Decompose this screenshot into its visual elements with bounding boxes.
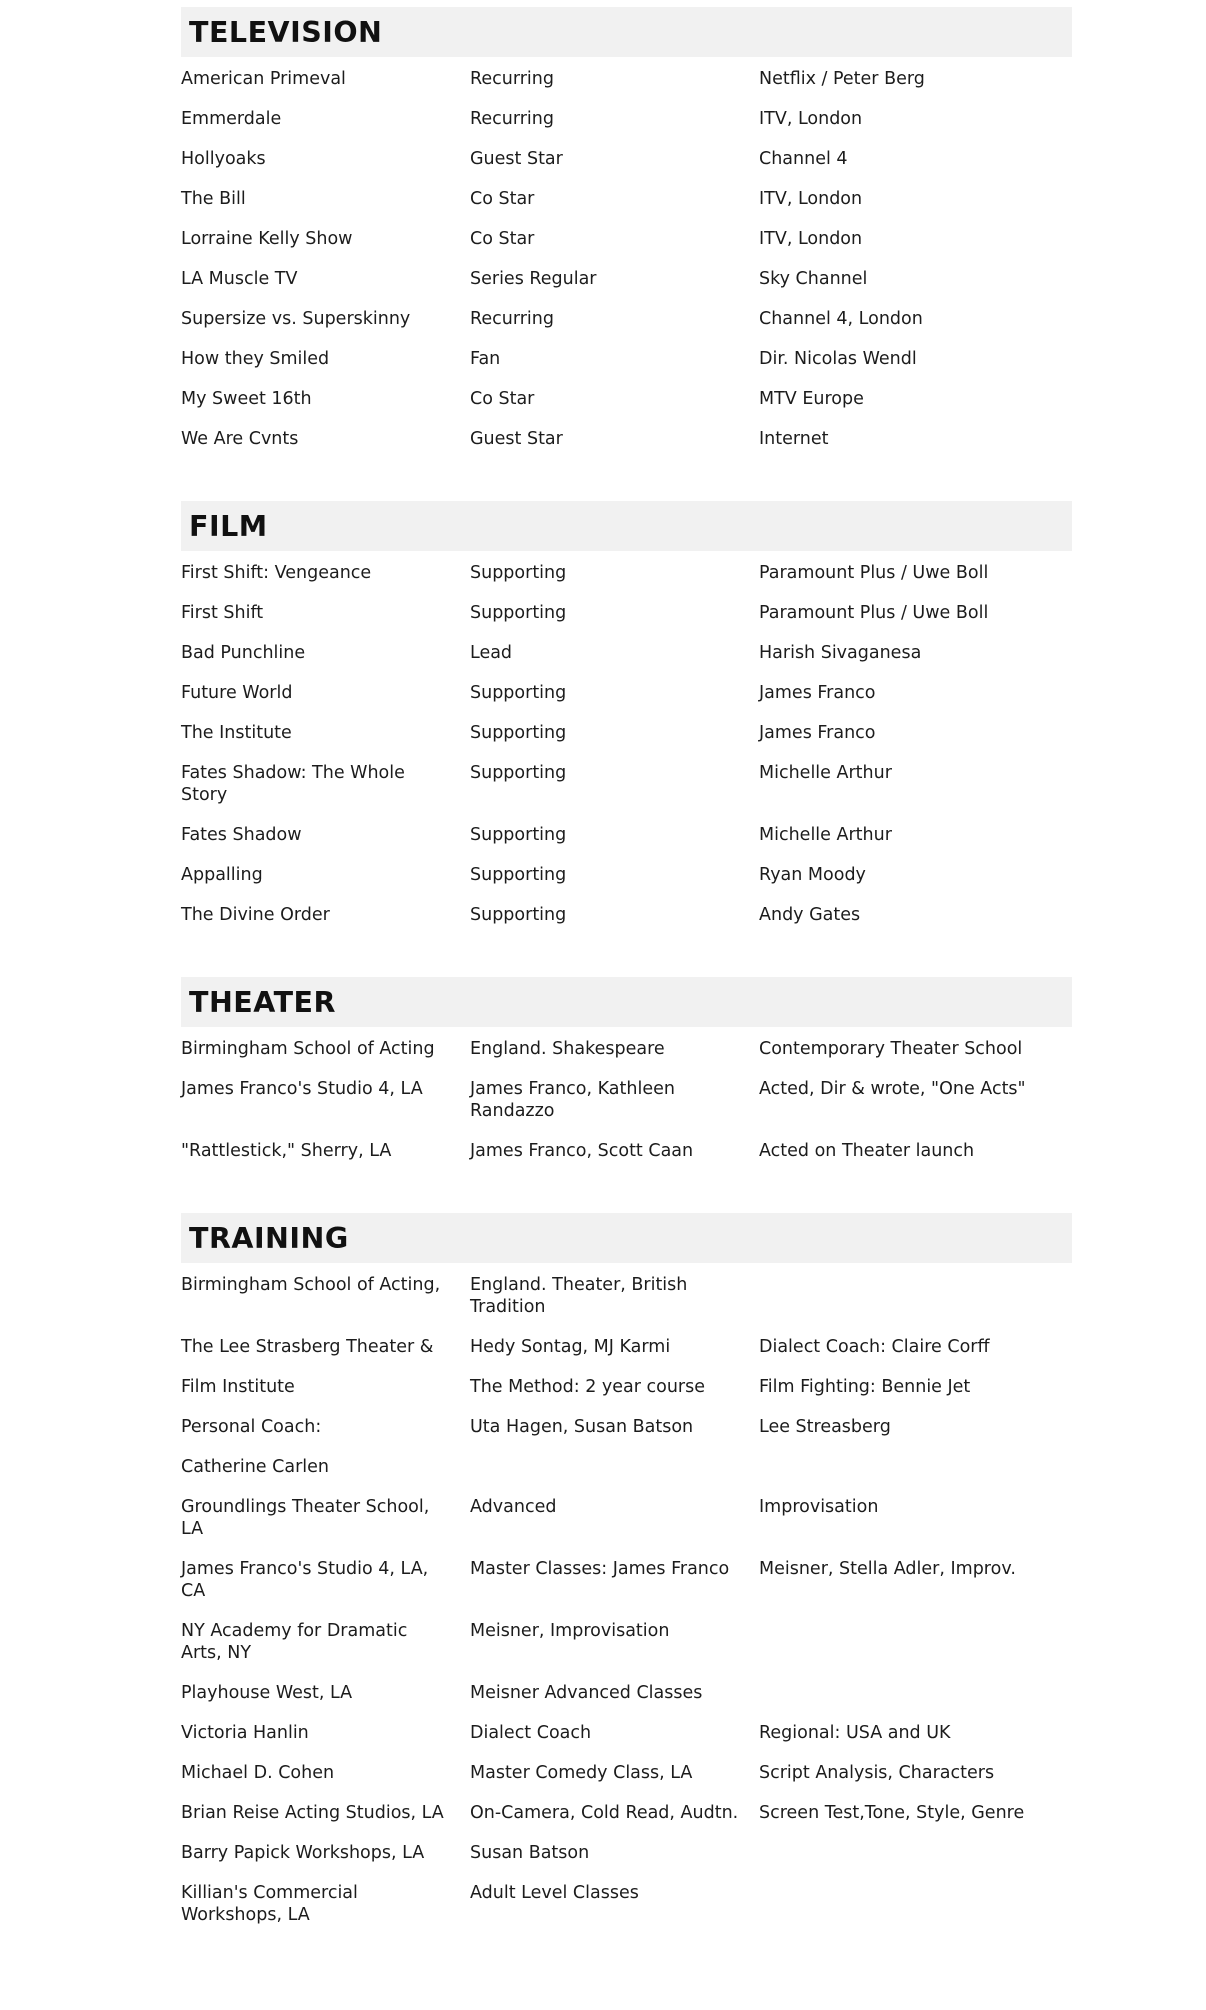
credit-role: On-Camera, Cold Read, Audtn. [470, 1803, 739, 1823]
credit-title: Playhouse West, LA [181, 1683, 353, 1703]
credit-company: ITV, London [759, 109, 863, 129]
credit-company: Harish Sivaganesa [759, 643, 922, 663]
credit-role: Dialect Coach [470, 1723, 592, 1743]
credit-title: The Institute [181, 723, 292, 743]
credit-company [759, 1620, 1072, 1664]
credit-row [181, 299, 1072, 339]
credit-title: Killian's Commercial Workshops, LA [181, 1883, 358, 1925]
credit-role: Adult Level Classes [470, 1883, 639, 1903]
credit-role: Supporting [470, 723, 567, 743]
credit-role: Co Star [470, 389, 535, 409]
section-television [181, 7, 1072, 459]
credit-title: Personal Coach: [181, 1417, 322, 1437]
credit-role: Recurring [470, 69, 554, 89]
credit-row [181, 593, 1072, 633]
credit-role: Meisner, Improvisation [470, 1621, 670, 1641]
credit-role: James Franco, Kathleen Randazzo [470, 1079, 675, 1121]
credit-row [181, 1327, 1072, 1367]
credit-company: Screen Test,Tone, Style, Genre [759, 1803, 1025, 1823]
credit-role: Meisner Advanced Classes [470, 1683, 703, 1703]
credit-company [759, 1274, 1072, 1318]
credit-role: Supporting [470, 603, 567, 623]
credit-row [181, 179, 1072, 219]
credit-company: Paramount Plus / Uwe Boll [759, 563, 989, 583]
credit-company: Acted on Theater launch [759, 1141, 975, 1161]
credit-title: Birmingham School of Acting [181, 1039, 435, 1059]
credit-row [181, 753, 1072, 815]
credit-company: James Franco [759, 683, 876, 703]
credit-row [181, 59, 1072, 99]
credit-title: Fates Shadow [181, 825, 302, 845]
credit-role: England. Shakespeare [470, 1039, 665, 1059]
credit-role: Susan Batson [470, 1843, 590, 1863]
credit-company: Internet [759, 429, 829, 449]
credit-title: Birmingham School of Acting, [181, 1275, 441, 1295]
credit-title: My Sweet 16th [181, 389, 312, 409]
credit-title: First Shift: Vengeance [181, 563, 372, 583]
credit-company: Lee Streasberg [759, 1417, 891, 1437]
credit-row [181, 633, 1072, 673]
credit-row [181, 1873, 1072, 1935]
credit-role: Co Star [470, 229, 535, 249]
credit-row [181, 1793, 1072, 1833]
credit-row [181, 419, 1072, 459]
credit-title: James Franco's Studio 4, LA [181, 1079, 423, 1099]
credit-title: Brian Reise Acting Studios, LA [181, 1803, 444, 1823]
credit-company: Dialect Coach: Claire Corff [759, 1337, 990, 1357]
credit-title: Fates Shadow: The Whole Story [181, 763, 405, 805]
credit-title: The Bill [181, 189, 246, 209]
credit-row [181, 815, 1072, 855]
credit-row [181, 1069, 1072, 1131]
credit-row [181, 219, 1072, 259]
credit-row [181, 1367, 1072, 1407]
credit-company: Film Fighting: Bennie Jet [759, 1377, 971, 1397]
credit-title: Barry Papick Workshops, LA [181, 1843, 425, 1863]
credit-role: Supporting [470, 683, 567, 703]
section-header-theater: THEATER [181, 977, 1072, 1027]
credit-company: Andy Gates [759, 905, 861, 925]
credit-row [181, 553, 1072, 593]
credit-title: Catherine Carlen [181, 1457, 329, 1477]
credit-role: Master Classes: James Franco [470, 1559, 730, 1579]
credit-role: Supporting [470, 905, 567, 925]
credit-title: Bad Punchline [181, 643, 306, 663]
credit-row [181, 1713, 1072, 1753]
credit-company: Acted, Dir & wrote, "One Acts" [759, 1079, 1026, 1099]
credit-row [181, 1131, 1072, 1171]
credit-title: Lorraine Kelly Show [181, 229, 353, 249]
credit-row [181, 99, 1072, 139]
credit-row [181, 139, 1072, 179]
credit-title: Emmerdale [181, 109, 282, 129]
section-header-film: FILM [181, 501, 1072, 551]
credit-company [759, 1842, 1072, 1864]
credit-title: American Primeval [181, 69, 346, 89]
credit-title: LA Muscle TV [181, 269, 298, 289]
credit-company: Paramount Plus / Uwe Boll [759, 603, 989, 623]
credit-company: James Franco [759, 723, 876, 743]
credit-role [470, 1456, 759, 1478]
credit-row [181, 1611, 1072, 1673]
credit-title: How they Smiled [181, 349, 330, 369]
credit-company: Channel 4, London [759, 309, 923, 329]
credit-role: Uta Hagen, Susan Batson [470, 1417, 694, 1437]
credit-title: Supersize vs. Superskinny [181, 309, 411, 329]
credit-role: Series Regular [470, 269, 597, 289]
credit-title: The Lee Strasberg Theater & [181, 1337, 434, 1357]
credit-company: Script Analysis, Characters [759, 1763, 995, 1783]
credit-company: Regional: USA and UK [759, 1723, 951, 1743]
credit-role: Guest Star [470, 149, 563, 169]
credit-role: Guest Star [470, 429, 563, 449]
credit-company: Contemporary Theater School [759, 1039, 1023, 1059]
credit-title: Future World [181, 683, 293, 703]
credit-role: Advanced [470, 1497, 557, 1517]
credit-company: MTV Europe [759, 389, 864, 409]
credit-company [759, 1682, 1072, 1704]
credit-role: Supporting [470, 563, 567, 583]
credit-company [759, 1456, 1072, 1478]
section-header-training: TRAINING [181, 1213, 1072, 1263]
credit-role: Hedy Sontag, MJ Karmi [470, 1337, 671, 1357]
credit-role: Lead [470, 643, 513, 663]
credit-row [181, 1265, 1072, 1327]
credit-title: The Divine Order [181, 905, 330, 925]
credit-company: Sky Channel [759, 269, 868, 289]
credit-role: Recurring [470, 309, 554, 329]
credit-row [181, 1407, 1072, 1447]
credit-role: Fan [470, 349, 501, 369]
credit-role: The Method: 2 year course [470, 1377, 706, 1397]
credit-role: Supporting [470, 865, 567, 885]
credit-role: England. Theater, British Tradition [470, 1275, 688, 1317]
credit-row [181, 1447, 1072, 1487]
resume-credits [181, 7, 1072, 1977]
credit-row [181, 855, 1072, 895]
credit-row [181, 673, 1072, 713]
credit-row [181, 1549, 1072, 1611]
credit-title: "Rattlestick," Sherry, LA [181, 1141, 392, 1161]
credit-row [181, 1673, 1072, 1713]
credit-row [181, 259, 1072, 299]
credit-title: NY Academy for Dramatic Arts, NY [181, 1621, 408, 1663]
credit-role: Supporting [470, 825, 567, 845]
section-film [181, 501, 1072, 935]
credit-title: We Are Cvnts [181, 429, 299, 449]
credit-company: Channel 4 [759, 149, 848, 169]
credit-role: Recurring [470, 109, 554, 129]
credit-company: Ryan Moody [759, 865, 866, 885]
credit-company: Improvisation [759, 1497, 879, 1517]
credit-row [181, 379, 1072, 419]
credit-row [181, 1029, 1072, 1069]
section-theater [181, 977, 1072, 1171]
credit-title: First Shift [181, 603, 264, 623]
credit-title: Appalling [181, 865, 263, 885]
credit-row [181, 339, 1072, 379]
credit-role: Supporting [470, 763, 567, 783]
credit-company: Michelle Arthur [759, 825, 892, 845]
credit-title: Film Institute [181, 1377, 295, 1397]
credit-company: ITV, London [759, 189, 863, 209]
section-header-television: TELEVISION [181, 7, 1072, 57]
credit-company: ITV, London [759, 229, 863, 249]
credit-title: Victoria Hanlin [181, 1723, 309, 1743]
credit-company: Meisner, Stella Adler, Improv. [759, 1559, 1016, 1579]
credit-title: James Franco's Studio 4, LA, CA [181, 1559, 429, 1601]
credit-title: Groundlings Theater School, LA [181, 1497, 430, 1539]
credit-title: Hollyoaks [181, 149, 266, 169]
section-training [181, 1213, 1072, 1935]
credit-row [181, 1487, 1072, 1549]
credit-role: Master Comedy Class, LA [470, 1763, 693, 1783]
credit-role: Co Star [470, 189, 535, 209]
credit-role: James Franco, Scott Caan [470, 1141, 694, 1161]
credit-title: Michael D. Cohen [181, 1763, 335, 1783]
credit-company: Michelle Arthur [759, 763, 892, 783]
credit-company [759, 1882, 1072, 1926]
credit-row [181, 1833, 1072, 1873]
credit-company: Netflix / Peter Berg [759, 69, 925, 89]
credit-row [181, 1753, 1072, 1793]
credit-row [181, 895, 1072, 935]
credit-row [181, 713, 1072, 753]
credit-company: Dir. Nicolas Wendl [759, 349, 917, 369]
